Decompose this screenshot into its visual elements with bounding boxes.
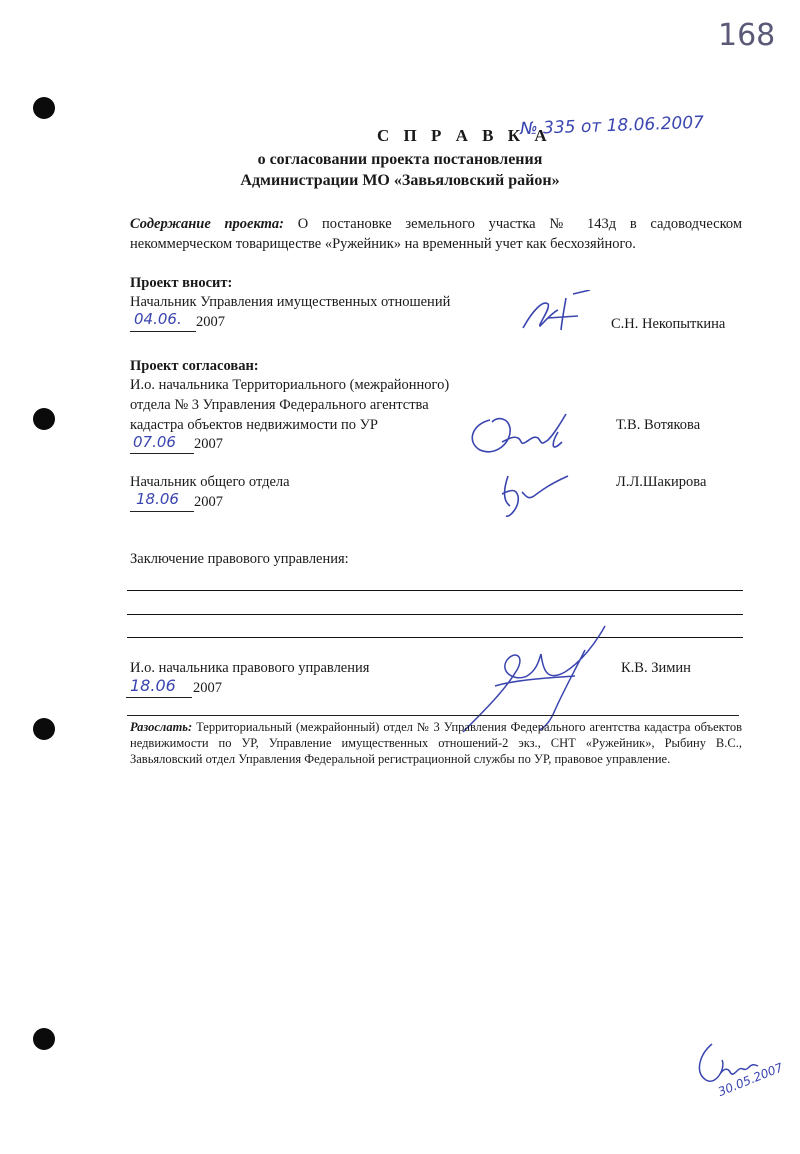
- bottom-note-date: 30.05.2007: [716, 1060, 785, 1099]
- submitter-date-line: [130, 331, 196, 332]
- legal-head-position: И.о. начальника правового управления: [130, 660, 370, 676]
- submitter-label: Проект вносит:: [130, 275, 233, 291]
- submitter-name: С.Н. Некопыткина: [611, 316, 726, 332]
- legal-head-year: 2007: [193, 680, 222, 696]
- distribution-block: [130, 719, 742, 767]
- approved-position-3: кадастра объектов недвижимости по УР: [130, 417, 378, 433]
- approved-date-line: [130, 453, 194, 454]
- approved-label: Проект согласован:: [130, 358, 259, 374]
- legal-conclusion-label: Заключение правового управления:: [130, 551, 349, 567]
- approved-date-handwritten: 07.06: [133, 433, 176, 451]
- legal-conclusion-line-3: [127, 637, 743, 638]
- approved-position-1: И.о. начальника Территориального (межрайонного): [130, 377, 450, 393]
- legal-conclusion-line-1: [127, 590, 743, 591]
- legal-head-name: К.В. Зимин: [621, 660, 691, 676]
- project-content: [130, 214, 742, 254]
- approved-name: Т.В. Вотякова: [616, 417, 701, 433]
- submitter-signature: [518, 290, 598, 335]
- submitter-year: 2007: [196, 314, 225, 330]
- general-dept-position: Начальник общего отдела: [130, 474, 290, 490]
- project-content-text-2: некоммерческом товариществе «Ружейник» на временный учет как бесхозяйного.: [130, 236, 636, 252]
- legal-head-date-line: [126, 697, 192, 698]
- distribution-separator: [127, 715, 739, 716]
- legal-head-date-handwritten: 18.06: [130, 676, 176, 695]
- distribution-label: Разослать:: [130, 720, 193, 734]
- approved-year: 2007: [194, 436, 223, 452]
- submitter-position: Начальник Управления имущественных отношений: [130, 294, 451, 310]
- punch-hole-bottom: [33, 1028, 55, 1050]
- general-dept-name: Л.Л.Шакирова: [616, 474, 707, 490]
- submitter-date-handwritten: 04.06.: [134, 310, 182, 328]
- distribution-text: Территориальный (межрайонный) отдел № 3 Управления Федерального агентства кадастра объектов недвижимости по УР, Управление имущественных отношений-2 экз., СНТ «Ружейник», Рыбину В.С., Завьяловский отдел Управления Федеральной регистрационной службы по УР, правовое управление.: [130, 720, 742, 766]
- project-content-label: Содержание проекта:: [130, 216, 285, 232]
- general-dept-year: 2007: [194, 494, 223, 510]
- punch-hole-middle: [33, 408, 55, 430]
- legal-conclusion-line-2: [127, 614, 743, 615]
- page-number: 168: [718, 18, 776, 53]
- document-title: С П Р А В К А: [377, 126, 552, 145]
- project-content-text-1: О постановке земельного участка № 143д в садоводческом: [297, 216, 743, 232]
- subtitle-line-1: о согласовании проекта постановления: [257, 151, 543, 168]
- title-handwritten-reference: № 335 от 18.06.2007: [519, 112, 705, 140]
- general-dept-date-handwritten: 18.06: [136, 490, 179, 508]
- general-dept-date-line: [130, 511, 194, 512]
- approved-position-2: отдела № 3 Управления Федерального агентства: [130, 397, 429, 413]
- punch-hole-lower: [33, 718, 55, 740]
- general-dept-signature: [488, 466, 578, 522]
- approved-signature: [462, 402, 592, 462]
- subtitle-line-2: Администрации МО «Завьяловский район»: [240, 172, 560, 189]
- punch-hole-top: [33, 97, 55, 119]
